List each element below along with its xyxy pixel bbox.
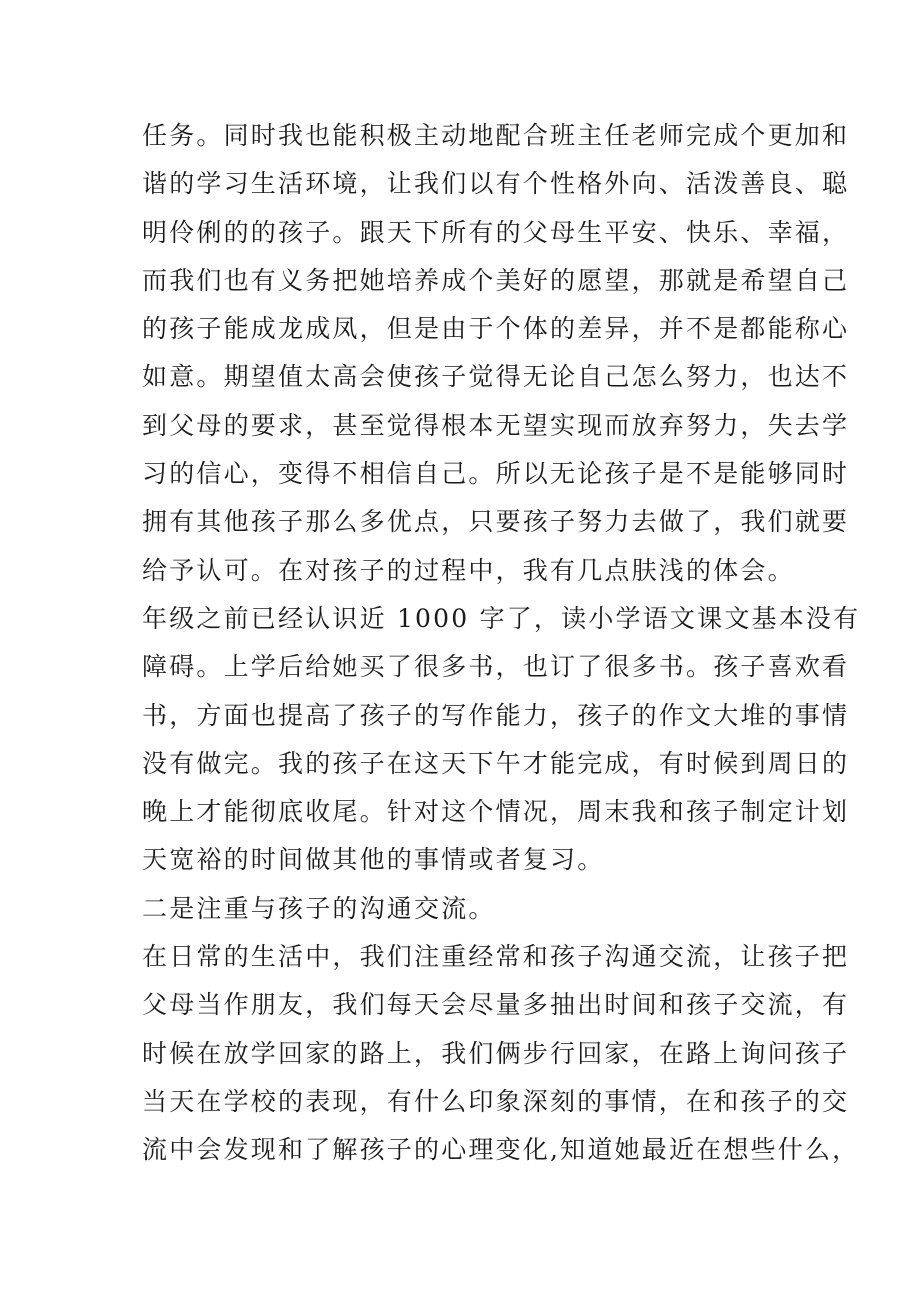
text-line: 明伶俐的的孩子。跟天下所有的父母生平安、快乐、幸福， (142, 217, 850, 247)
text-line: 时候在放学回家的路上，我们俩步行回家，在路上询问孩子 (142, 1038, 850, 1068)
text-line: 给予认可。在对孩子的过程中，我有几点肤浅的体会。 (142, 555, 795, 585)
body-text (142, 112, 861, 1175)
text-line: 障碍。上学后给她买了很多书，也订了很多书。孩子喜欢看 (142, 652, 850, 682)
text-line: 晚上才能彻底收尾。针对这个情况，周末我和孩子制定计划 (142, 797, 850, 827)
text-line: 没有做完。我的孩子在这天下午才能完成，有时候到周日的 (142, 748, 850, 778)
text-line: 谐的学习生活环境，让我们以有个性格外向、活泼善良、聪 (142, 169, 850, 199)
text-line: 的孩子能成龙成凤，但是由于个体的差异，并不是都能称心 (142, 314, 850, 344)
text-line: 拥有其他孩子那么多优点，只要孩子努力去做了，我们就要 (142, 507, 850, 537)
text-line: 任务。同时我也能积极主动地配合班主任老师完成个更加和 (142, 121, 850, 150)
text-line: 年级之前已经认识近 1000 字了，读小学语文课文基本没有 (142, 603, 861, 633)
text-line: 父母当作朋友，我们每天会尽量多抽出时间和孩子交流，有 (142, 990, 850, 1020)
text-line: 流中会发现和了解孩子的心理变化,知道她最近在想些什么， (142, 1135, 860, 1165)
text-line: 到父母的要求，甚至觉得根本无望实现而放弃努力，失去学 (142, 410, 850, 440)
text-line: 而我们也有义务把她培养成个美好的愿望，那就是希望自己 (142, 265, 850, 295)
text-line: 天宽裕的时间做其他的事情或者复习。 (142, 845, 605, 875)
text-line: 习的信心，变得不相信自己。所以无论孩子是不是能够同时 (142, 459, 850, 489)
text-line: 书，方面也提高了孩子的写作能力，孩子的作文大堆的事情 (142, 700, 850, 730)
text-line: 二是注重与孩子的沟通交流。 (142, 893, 496, 923)
text-line: 当天在学校的表现，有什么印象深刻的事情，在和孩子的交 (142, 1086, 850, 1116)
text-line: 在日常的生活中，我们注重经常和孩子沟通交流，让孩子把 (142, 942, 850, 972)
text-line: 如意。期望值太高会使孩子觉得无论自己怎么努力，也达不 (142, 362, 850, 392)
